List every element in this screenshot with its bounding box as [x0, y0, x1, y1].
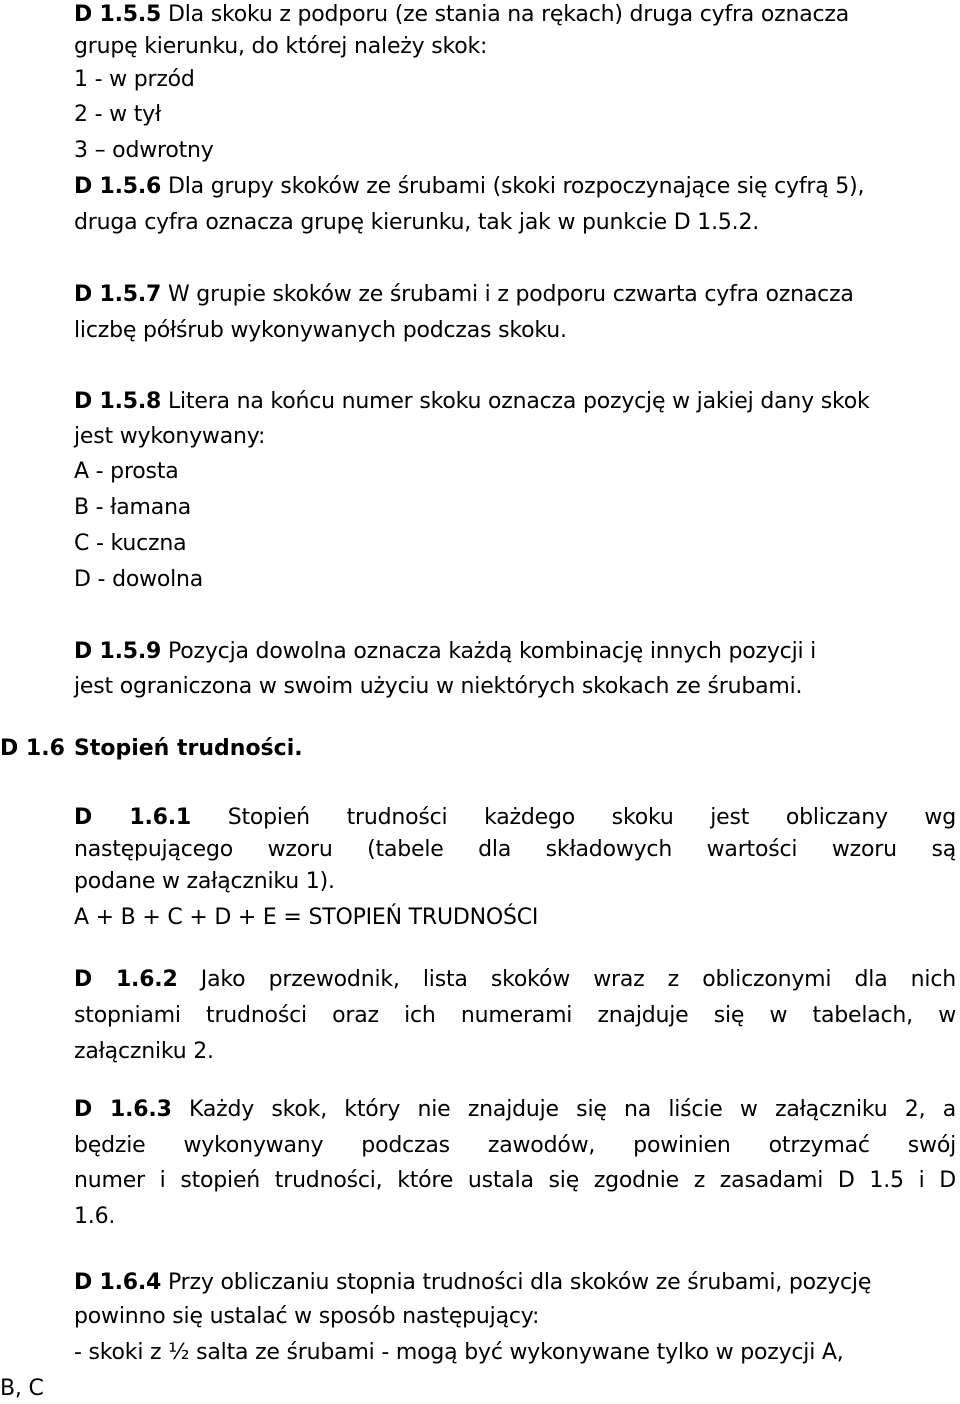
d156-id: D 1.5.6 — [74, 174, 162, 199]
d158-text: Litera na końcu numer skoku oznacza pozycję w jakiej dany skok — [161, 389, 870, 414]
d164-id: D 1.6.4 — [74, 1270, 162, 1295]
d163-line-3: numer i stopień trudności, które ustala się zgodnie z zasadami D 1.5 i D — [74, 1168, 956, 1193]
d163-line-2: będzie wykonywany podczas zawodów, powinien otrzymać swój — [74, 1133, 956, 1158]
d155-id: D 1.5.5 — [74, 2, 162, 27]
d155-item-3: 3 – odwrotny — [74, 138, 214, 163]
d159-line-1 — [74, 637, 816, 667]
d164-line-4: B, C — [0, 1376, 44, 1401]
d161-line-2: następującego wzoru (tabele dla składowych wartości wzoru są — [74, 837, 956, 862]
d163-line-1 — [74, 1095, 956, 1125]
d155-line-1 — [74, 0, 849, 30]
d159-text: Pozycja dowolna oznacza każdą kombinację innych pozycji i — [161, 639, 817, 664]
d156-line-1 — [74, 172, 864, 202]
d158-item-4: D - dowolna — [74, 567, 204, 592]
d155-item-1: 1 - w przód — [74, 67, 195, 92]
section-title: Stopień trudności. — [74, 736, 303, 761]
d159-id: D 1.5.9 — [74, 639, 162, 664]
d158-item-1: A - prosta — [74, 459, 179, 484]
d158-item-2: B - łamana — [74, 495, 192, 520]
section-number: D 1.6 — [0, 736, 65, 761]
d164-line-2: powinno się ustalać w sposób następujący: — [74, 1304, 540, 1329]
d158-item-3: C - kuczna — [74, 531, 187, 556]
d161-text: Stopień trudności każdego skoku jest obliczany wg — [191, 805, 956, 830]
d157-text: W grupie skoków ze śrubami i z podporu czwarta cyfra oznacza — [161, 282, 854, 307]
d161-line-1 — [74, 803, 956, 833]
d162-line-1 — [74, 965, 956, 995]
d157-line-1 — [74, 280, 854, 310]
d157-id: D 1.5.7 — [74, 282, 162, 307]
d163-line-4: 1.6. — [74, 1204, 116, 1229]
d158-line-2: jest wykonywany: — [74, 424, 266, 449]
d161-id: D 1.6.1 — [74, 805, 192, 830]
d155-item-2: 2 - w tył — [74, 102, 162, 127]
d155-line-2: grupę kierunku, do której należy skok: — [74, 34, 488, 59]
d164-text: Przy obliczaniu stopnia trudności dla skoków ze śrubami, pozycję — [161, 1270, 872, 1295]
d162-line-3: załączniku 2. — [74, 1039, 214, 1064]
d162-line-2: stopniami trudności oraz ich numerami znajduje się w tabelach, w — [74, 1003, 956, 1028]
d159-line-2: jest ograniczona w swoim użyciu w niektórych skokach ze śrubami. — [74, 674, 803, 699]
d155-text: Dla skoku z podporu (ze stania na rękach) druga cyfra oznacza — [161, 2, 850, 27]
d164-line-3: - skoki z ½ salta ze śrubami - mogą być wykonywane tylko w pozycji A, — [74, 1340, 844, 1365]
d163-id: D 1.6.3 — [74, 1097, 172, 1122]
d161-line-3: podane w załączniku 1). — [74, 869, 335, 894]
d158-line-1 — [74, 387, 870, 417]
d163-text: Każdy skok, który nie znajduje się na liście w załączniku 2, a — [171, 1097, 956, 1122]
d162-text: Jako przewodnik, lista skoków wraz z obliczonymi dla nich — [177, 967, 956, 992]
d164-line-1 — [74, 1268, 871, 1298]
d162-id: D 1.6.2 — [74, 967, 178, 992]
d158-id: D 1.5.8 — [74, 389, 162, 414]
d156-text: Dla grupy skoków ze śrubami (skoki rozpoczynające się cyfrą 5), — [161, 174, 865, 199]
d156-line-2: druga cyfra oznacza grupę kierunku, tak jak w punkcie D 1.5.2. — [74, 210, 760, 235]
d161-formula: A + B + C + D + E = STOPIEŃ TRUDNOŚCI — [74, 905, 539, 930]
d157-line-2: liczbę półśrub wykonywanych podczas skoku. — [74, 318, 567, 343]
